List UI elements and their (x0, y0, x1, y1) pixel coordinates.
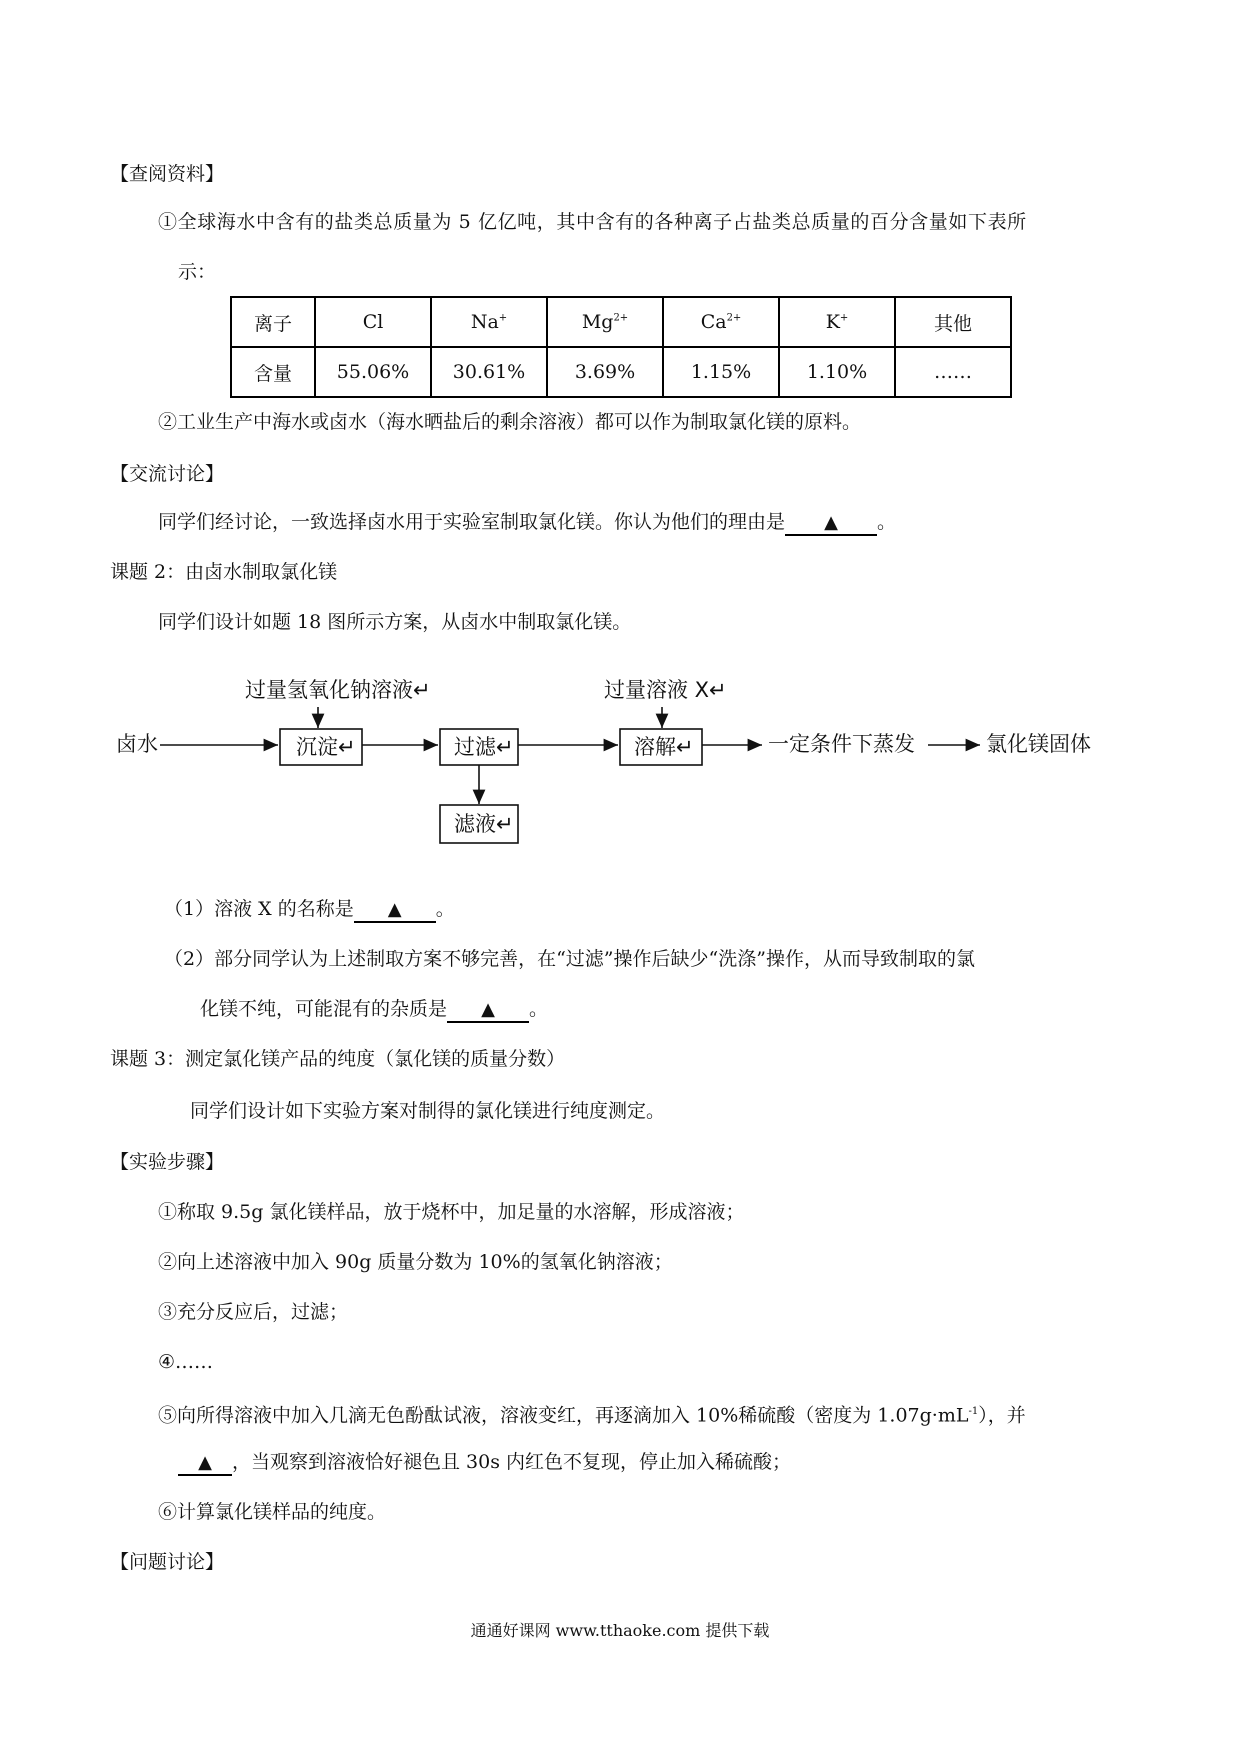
flow-start-label: 卤水 (116, 732, 158, 756)
ion-content-table (230, 296, 1012, 398)
content-cell: …… (895, 347, 1011, 397)
answer-blank[interactable]: ▲ (354, 899, 436, 923)
q2-end: 。 (529, 998, 549, 1020)
question-heading: 【问题讨论】 (110, 1551, 225, 1573)
discussion-prompt: 同学们经讨论，一致选择卤水用于实验室制取氯化镁。你认为他们的理由是 (158, 511, 786, 533)
q1-prompt: （1）溶液 X 的名称是 (164, 898, 354, 920)
ion-cell: Na+ (431, 297, 547, 347)
page-footer: 通通好课网 www.tthaoke.com 提供下载 (470, 1621, 770, 1640)
answer-blank[interactable]: ▲ (447, 999, 529, 1023)
content-cell: 30.61% (431, 347, 547, 397)
row-label-content: 含量 (231, 347, 315, 397)
process-flow-diagram (110, 665, 1130, 865)
discussion-end: 。 (877, 511, 897, 533)
lookup-heading: 【查阅资料】 (110, 163, 225, 185)
topic2-intro: 同学们设计如题 18 图所示方案，从卤水中制取氯化镁。 (158, 611, 632, 633)
step-6: ⑥计算氯化镁样品的纯度。 (158, 1501, 387, 1523)
ion-cell: K+ (779, 297, 895, 347)
content-cell: 55.06% (315, 347, 431, 397)
topic2-q2-line2 (200, 995, 548, 1023)
step5-text-2: ，当观察到溶液恰好褪色且 30s 内红色不复现，停止加入稀硫酸； (232, 1451, 792, 1473)
ion-cell: $Mg^{2+}$ (547, 297, 663, 347)
step5-text: ⑤向所得溶液中加入几滴无色酚酞试液，溶液变红，再逐滴加入 10%稀硫酸（密度为 1.07g·mL (158, 1404, 969, 1427)
step5-exponent: -1 (968, 1406, 979, 1417)
content-cell: 1.10% (779, 347, 895, 397)
topic2-title: 课题 2：由卤水制取氯化镁 (110, 561, 338, 583)
ion-cell: Cl (315, 297, 431, 347)
ion-cell: $Ca^{2+}$ (663, 297, 779, 347)
topic3-intro: 同学们设计如下实验方案对制得的氯化镁进行纯度测定。 (190, 1100, 666, 1122)
flow-box3-label: 滤液↵ (454, 812, 514, 836)
flow-box2-label: 过滤↵ (454, 735, 514, 759)
lookup-item2: ②工业生产中海水或卤水（海水晒盐后的剩余溶液）都可以作为制取氯化镁的原料。 (158, 411, 862, 433)
flow-reagent1-label: 过量氢氧化钠溶液↵ (245, 678, 431, 702)
step-1: ①称取 9.5g 氯化镁样品，放于烧杯中，加足量的水溶解，形成溶液； (158, 1201, 745, 1223)
step5-text-end: ），并 (978, 1404, 1026, 1427)
ion-cell: 其他 (895, 297, 1011, 347)
step-5-line2 (178, 1448, 791, 1476)
topic3-title: 课题 3：测定氯化镁产品的纯度（氯化镁的质量分数） (110, 1048, 566, 1070)
table-row (231, 297, 1011, 347)
steps-heading: 【实验步骤】 (110, 1151, 225, 1173)
step-4: ④…… (158, 1351, 214, 1373)
flow-end-label: 氯化镁固体 (986, 732, 1091, 756)
lookup-item1-line1: ①全球海水中含有的盐类总质量为 5 亿亿吨，其中含有的各种离子占盐类总质量的百分含量如下表所 (158, 211, 1027, 233)
lookup-item1-line2: 示： (178, 261, 217, 283)
flow-step-label: 一定条件下蒸发 (768, 732, 915, 756)
step-2: ②向上述溶液中加入 90g 质量分数为 10%的氢氧化钠溶液； (158, 1251, 673, 1273)
discussion-text (158, 508, 896, 536)
table-row (231, 347, 1011, 397)
flow-box1-label: 沉淀↵ (296, 735, 356, 759)
topic2-q2-line1: （2）部分同学认为上述制取方案不够完善，在“过滤”操作后缺少“洗涤”操作，从而导致制取的氯 (164, 948, 975, 970)
q2-prompt: 化镁不纯，可能混有的杂质是 (200, 998, 448, 1020)
answer-blank[interactable]: ▲ (785, 512, 877, 536)
row-label-ion: 离子 (231, 297, 315, 347)
flow-reagent2-label: 过量溶液 X↵ (604, 678, 727, 702)
content-cell: 1.15% (663, 347, 779, 397)
q1-end: 。 (435, 898, 455, 920)
topic2-q1 (164, 895, 455, 923)
step-5-line1 (158, 1398, 1026, 1429)
flow-box4-label: 溶解↵ (634, 735, 694, 759)
answer-blank[interactable]: ▲ (178, 1452, 232, 1476)
content-cell: 3.69% (547, 347, 663, 397)
discussion-heading: 【交流讨论】 (110, 463, 225, 485)
step-3: ③充分反应后，过滤； (158, 1301, 349, 1323)
